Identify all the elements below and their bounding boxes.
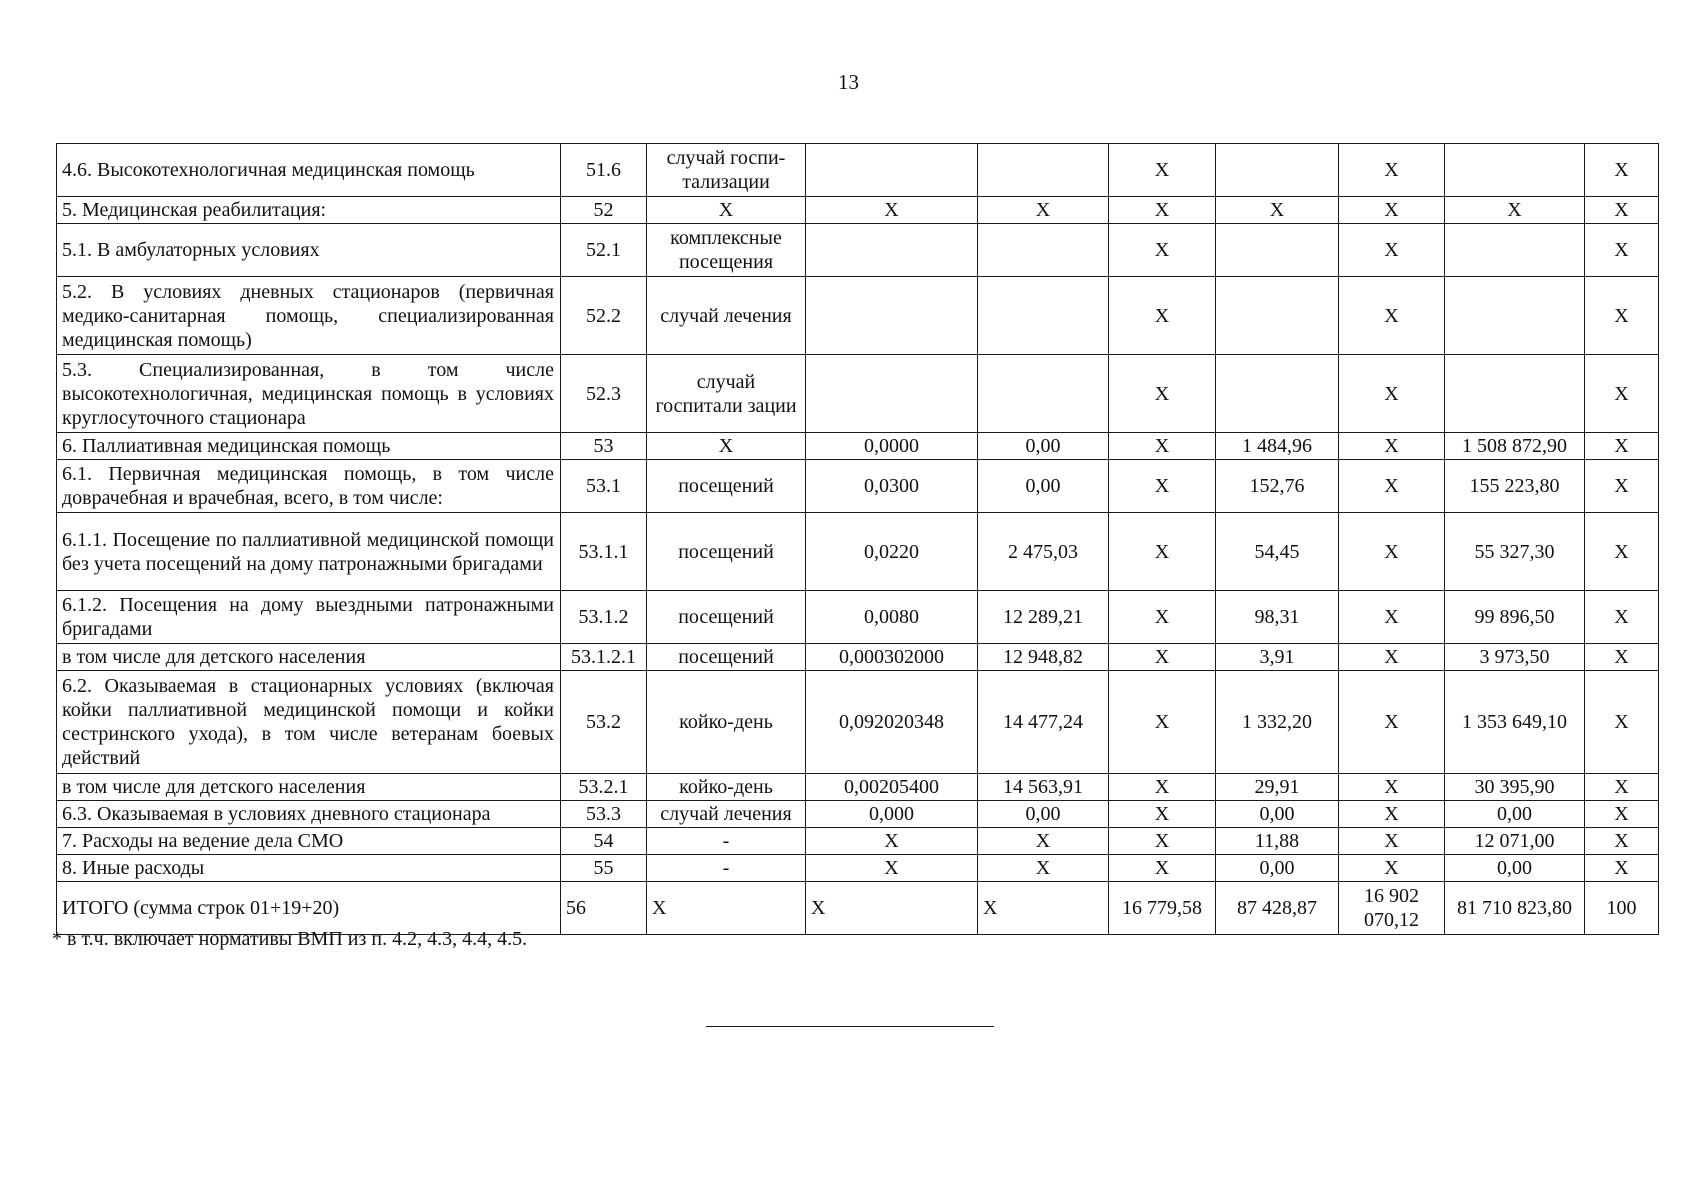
row-cell: 99 896,50 <box>1445 591 1585 644</box>
row-cell: X <box>1109 671 1216 774</box>
row-cell: X <box>1339 277 1445 355</box>
row-cell: 81 710 823,80 <box>1445 882 1585 935</box>
row-unit: посещений <box>647 460 806 513</box>
row-cell <box>978 277 1109 355</box>
row-cell: 0,00 <box>978 801 1109 828</box>
row-unit: койко-день <box>647 671 806 774</box>
row-cell: X <box>1585 197 1659 224</box>
row-cell: X <box>1109 197 1216 224</box>
row-cell: 0,000302000 <box>806 644 978 671</box>
row-cell: X <box>1445 197 1585 224</box>
row-cell: X <box>1585 828 1659 855</box>
row-cell: X <box>1216 197 1339 224</box>
row-cell: X <box>1109 224 1216 277</box>
row-cell <box>806 355 978 433</box>
financing-table <box>56 143 1659 935</box>
row-cell: X <box>806 855 978 882</box>
row-cell: 12 289,21 <box>978 591 1109 644</box>
row-cell: 152,76 <box>1216 460 1339 513</box>
row-code: 53.1.2 <box>561 591 647 644</box>
row-cell: 98,31 <box>1216 591 1339 644</box>
row-code: 55 <box>561 855 647 882</box>
row-code: 56 <box>561 882 647 935</box>
row-cell: 87 428,87 <box>1216 882 1339 935</box>
row-code: 52.1 <box>561 224 647 277</box>
row-cell: 0,00 <box>1216 855 1339 882</box>
row-cell: X <box>1585 644 1659 671</box>
row-cell: X <box>978 197 1109 224</box>
row-unit: X <box>647 197 806 224</box>
row-cell: X <box>806 828 978 855</box>
row-cell: X <box>1339 644 1445 671</box>
row-cell: 155 223,80 <box>1445 460 1585 513</box>
table-row <box>57 855 1659 882</box>
row-name: 5.2. В условиях дневных стационаров (первичная медико-санитарная помощь, специализированная медицинская помощь) <box>57 277 561 355</box>
row-cell: X <box>1339 855 1445 882</box>
row-cell: 1 353 649,10 <box>1445 671 1585 774</box>
row-cell: X <box>1109 277 1216 355</box>
row-cell: 12 071,00 <box>1445 828 1585 855</box>
row-cell: 100 <box>1585 882 1659 935</box>
row-cell: 0,092020348 <box>806 671 978 774</box>
table-row <box>57 591 1659 644</box>
row-name: 5.1. В амбулаторных условиях <box>57 224 561 277</box>
row-cell: X <box>978 882 1109 935</box>
row-name: 6. Паллиативная медицинская помощь <box>57 433 561 460</box>
row-cell: X <box>1585 433 1659 460</box>
row-cell: X <box>1339 197 1445 224</box>
row-name: 6.1.2. Посещения на дому выездными патронажными бригадами <box>57 591 561 644</box>
row-name: в том числе для детского населения <box>57 644 561 671</box>
row-name: 6.3. Оказываемая в условиях дневного стационара <box>57 801 561 828</box>
row-cell: 1 332,20 <box>1216 671 1339 774</box>
row-unit: комплексные посещения <box>647 224 806 277</box>
row-cell: X <box>1339 801 1445 828</box>
row-name: ИТОГО (сумма строк 01+19+20) <box>57 882 561 935</box>
row-cell: X <box>1339 460 1445 513</box>
row-name: 5.3. Специализированная, в том числе высокотехнологичная, медицинская помощь в условиях круглосуточного стационара <box>57 355 561 433</box>
row-cell: X <box>1109 591 1216 644</box>
row-cell: X <box>1109 801 1216 828</box>
row-cell: X <box>1585 277 1659 355</box>
row-cell: 14 477,24 <box>978 671 1109 774</box>
table-row <box>57 882 1659 935</box>
table-row <box>57 774 1659 801</box>
row-code: 52 <box>561 197 647 224</box>
row-name: 4.6. Высокотехнологичная медицинская помощь <box>57 144 561 197</box>
row-cell: 0,00 <box>978 433 1109 460</box>
row-code: 53.1.1 <box>561 513 647 591</box>
row-cell <box>1216 355 1339 433</box>
row-cell: 0,00 <box>978 460 1109 513</box>
table-row <box>57 433 1659 460</box>
table-row <box>57 828 1659 855</box>
row-cell: X <box>806 197 978 224</box>
row-cell <box>806 144 978 197</box>
row-code: 53.2.1 <box>561 774 647 801</box>
row-cell: 0,0300 <box>806 460 978 513</box>
row-cell <box>1445 355 1585 433</box>
table-row <box>57 513 1659 591</box>
row-cell <box>1216 277 1339 355</box>
row-unit: X <box>647 433 806 460</box>
row-cell: X <box>1339 224 1445 277</box>
row-cell <box>1445 224 1585 277</box>
row-cell: X <box>1109 774 1216 801</box>
row-unit: случай лечения <box>647 801 806 828</box>
row-cell: 1 508 872,90 <box>1445 433 1585 460</box>
row-cell <box>1216 224 1339 277</box>
table-row <box>57 671 1659 774</box>
row-cell: X <box>1339 144 1445 197</box>
row-cell: X <box>1585 355 1659 433</box>
row-cell: 3,91 <box>1216 644 1339 671</box>
row-cell: X <box>1585 144 1659 197</box>
row-cell: 29,91 <box>1216 774 1339 801</box>
row-name: 6.2. Оказываемая в стационарных условиях (включая койки паллиативной медицинской помощи и койки сестринского ухода), в том числе ветеранам боевых действий <box>57 671 561 774</box>
row-unit: случай лечения <box>647 277 806 355</box>
row-cell <box>1445 144 1585 197</box>
end-of-document-line <box>706 1026 994 1027</box>
row-unit: X <box>647 882 806 935</box>
row-unit: койко-день <box>647 774 806 801</box>
row-cell: X <box>1585 513 1659 591</box>
row-cell: 0,0080 <box>806 591 978 644</box>
row-cell: X <box>1109 828 1216 855</box>
row-cell <box>978 144 1109 197</box>
row-cell <box>978 355 1109 433</box>
row-cell: 12 948,82 <box>978 644 1109 671</box>
footnote: * в т.ч. включает нормативы ВМП из п. 4.2, 4.3, 4.4, 4.5. <box>52 928 528 950</box>
row-unit: посещений <box>647 591 806 644</box>
row-cell: X <box>806 882 978 935</box>
row-unit: - <box>647 828 806 855</box>
row-cell <box>806 277 978 355</box>
table-row <box>57 224 1659 277</box>
row-cell: 0,000 <box>806 801 978 828</box>
row-cell: X <box>1339 774 1445 801</box>
row-cell: X <box>978 828 1109 855</box>
row-unit: посещений <box>647 644 806 671</box>
row-cell: 11,88 <box>1216 828 1339 855</box>
row-unit: посещений <box>647 513 806 591</box>
table-row <box>57 144 1659 197</box>
row-name: 6.1. Первичная медицинская помощь, в том числе доврачебная и врачебная, всего, в том числе: <box>57 460 561 513</box>
row-cell: 16 779,58 <box>1109 882 1216 935</box>
row-cell: X <box>1585 591 1659 644</box>
row-cell: 2 475,03 <box>978 513 1109 591</box>
row-cell: X <box>978 855 1109 882</box>
table-row <box>57 644 1659 671</box>
row-cell: 14 563,91 <box>978 774 1109 801</box>
row-cell: 54,45 <box>1216 513 1339 591</box>
row-cell: X <box>1585 801 1659 828</box>
row-cell: X <box>1339 513 1445 591</box>
row-cell: X <box>1339 591 1445 644</box>
row-cell: 0,00 <box>1216 801 1339 828</box>
row-name: 8. Иные расходы <box>57 855 561 882</box>
row-cell: 30 395,90 <box>1445 774 1585 801</box>
row-cell: 0,00 <box>1445 855 1585 882</box>
row-cell: X <box>1339 671 1445 774</box>
row-code: 53.1 <box>561 460 647 513</box>
row-cell: 16 902 070,12 <box>1339 882 1445 935</box>
row-cell: 1 484,96 <box>1216 433 1339 460</box>
page-number: 13 <box>838 70 859 94</box>
row-code: 53.1.2.1 <box>561 644 647 671</box>
row-cell: X <box>1109 513 1216 591</box>
row-cell: X <box>1109 433 1216 460</box>
row-cell: X <box>1339 828 1445 855</box>
row-cell: X <box>1585 671 1659 774</box>
table-row <box>57 460 1659 513</box>
table-row <box>57 801 1659 828</box>
row-cell: 55 327,30 <box>1445 513 1585 591</box>
row-cell: X <box>1109 644 1216 671</box>
row-cell: X <box>1109 144 1216 197</box>
row-name: в том числе для детского населения <box>57 774 561 801</box>
row-cell: X <box>1585 224 1659 277</box>
row-code: 53 <box>561 433 647 460</box>
row-cell: X <box>1339 355 1445 433</box>
row-cell: 0,00 <box>1445 801 1585 828</box>
table-row <box>57 277 1659 355</box>
row-cell: X <box>1339 433 1445 460</box>
row-cell: X <box>1109 355 1216 433</box>
row-code: 53.3 <box>561 801 647 828</box>
row-name: 6.1.1. Посещение по паллиативной медицинской помощи без учета посещений на дому патронажными бригадами <box>57 513 561 591</box>
row-cell: 0,0220 <box>806 513 978 591</box>
row-name: 5. Медицинская реабилитация: <box>57 197 561 224</box>
row-cell: 0,00205400 <box>806 774 978 801</box>
row-unit: случай госпитали зации <box>647 355 806 433</box>
row-cell: X <box>1585 460 1659 513</box>
row-code: 52.3 <box>561 355 647 433</box>
row-code: 54 <box>561 828 647 855</box>
row-cell <box>1445 277 1585 355</box>
row-unit: случай госпи-тализации <box>647 144 806 197</box>
row-code: 52.2 <box>561 277 647 355</box>
row-cell: 3 973,50 <box>1445 644 1585 671</box>
table-row <box>57 197 1659 224</box>
row-code: 53.2 <box>561 671 647 774</box>
table-row <box>57 355 1659 433</box>
row-cell: X <box>1585 855 1659 882</box>
row-cell: X <box>1109 460 1216 513</box>
row-cell <box>1216 144 1339 197</box>
row-cell <box>978 224 1109 277</box>
row-cell: X <box>1109 855 1216 882</box>
row-code: 51.6 <box>561 144 647 197</box>
row-cell: X <box>1585 774 1659 801</box>
row-cell: 0,0000 <box>806 433 978 460</box>
row-name: 7. Расходы на ведение дела СМО <box>57 828 561 855</box>
row-cell <box>806 224 978 277</box>
row-unit: - <box>647 855 806 882</box>
